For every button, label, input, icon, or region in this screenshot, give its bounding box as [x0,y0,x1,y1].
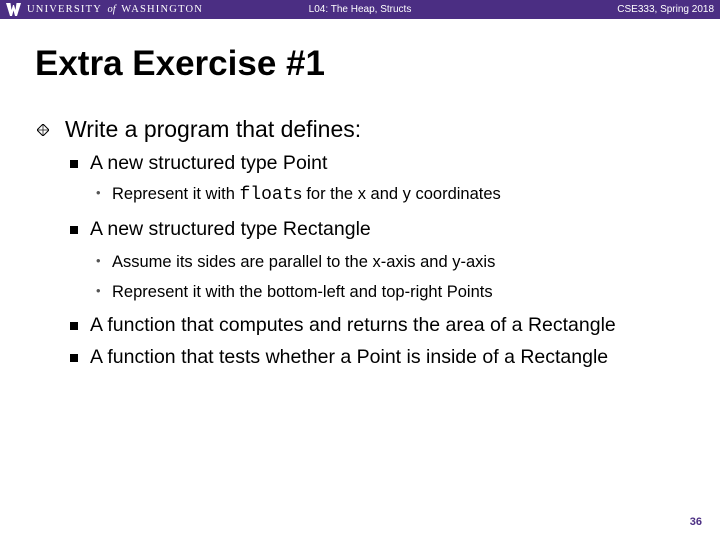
uw-w-logo-icon [6,3,21,16]
sub-list-item [96,185,501,205]
list-item [70,218,371,241]
course-label: CSE333, Spring 2018 [617,4,714,15]
uw-logo [6,1,203,18]
bullet-level1 [37,116,361,143]
sub-list-item [96,283,493,302]
dot-bullet-icon: • [96,283,101,298]
sub-text: Assume its sides are parallel to the x-axis and y-axis [112,253,496,271]
list-item [70,152,327,175]
dot-bullet-icon: • [96,185,101,200]
square-bullet-icon [70,354,78,362]
square-bullet-icon [70,226,78,234]
list-item [70,346,608,369]
code-float: float [239,185,294,205]
sub-text: s for the x and y coordinates [293,185,501,203]
diamond-bullet-icon [37,124,49,136]
page-number: 36 [689,516,702,528]
logo-wordmark: UNIVERSITY of WASHINGTON [27,4,204,15]
list-item [70,314,616,337]
square-bullet-icon [70,322,78,330]
sub-text: Represent it with [112,185,240,203]
bullet-text: Write a program that defines: [65,116,362,142]
item-label: A new structured type Point [90,152,328,174]
dot-bullet-icon: • [96,253,101,268]
item-label: A function that tests whether a Point is inside of a Rectangle [90,346,609,368]
header-bar [0,0,720,19]
sub-text: Represent it with the bottom-left and top-right Points [112,283,493,301]
item-label: A function that computes and returns the area of a Rectangle [90,314,616,336]
sub-list-item [96,253,496,272]
lecture-title: L04: The Heap, Structs [308,4,412,15]
slide-title: Extra Exercise #1 [35,44,325,83]
item-label: A new structured type Rectangle [90,218,371,240]
square-bullet-icon [70,160,78,168]
